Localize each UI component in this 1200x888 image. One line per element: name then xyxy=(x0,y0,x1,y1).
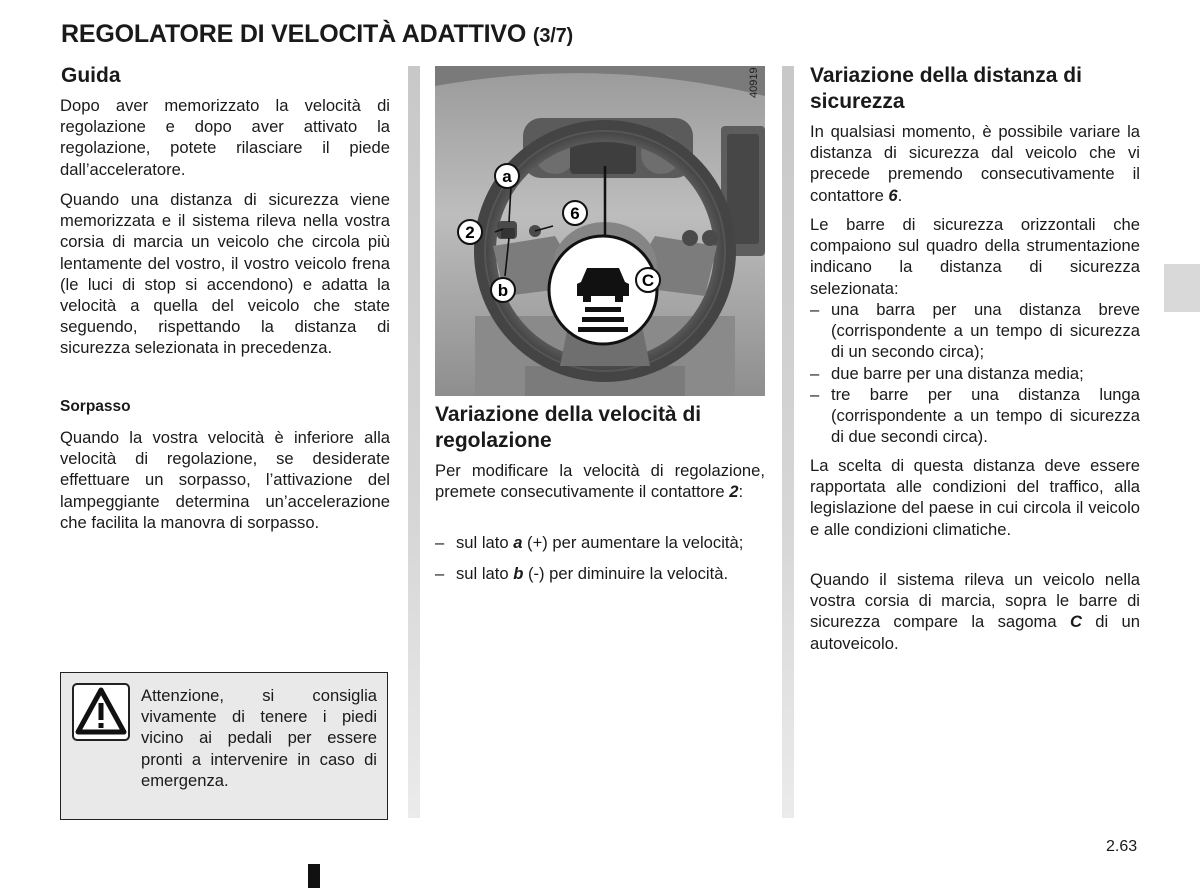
callout-b xyxy=(491,278,515,302)
callout-a xyxy=(495,164,519,188)
page-title xyxy=(61,20,573,49)
chapter-tab xyxy=(1164,264,1200,312)
paragraph-distanza-1: In qualsiasi momento, è possibile variare la distanza di sicurezza dal veicolo che vi precede premendo consecutivamente il contattore 6. xyxy=(810,122,1140,205)
section-heading-guida: Guida xyxy=(61,64,121,87)
paragraph-guida-2: Quando una distanza di sicurezza viene memorizzata e il sistema rileva nella vostra corsia di marcia un veicolo che circola più lentamente del vostro, il vostro veicolo frena (le luci di stop si accendono) e adatta la velocità a quella del veicolo che state seguendo, rispettando la distanza di sicurezza selezionata in precedenza. xyxy=(60,190,390,358)
print-mark xyxy=(308,864,320,888)
paragraph-distanza-3: La scelta di questa distanza deve essere rapportata alle condizioni del traffico, alla legislazione del paese in cui circola il veicolo e alle condizioni climatiche. xyxy=(810,456,1140,539)
warning-text: Attenzione, si consiglia vivamente di tenere i piedi vicino ai pedali per essere pronti a intervenire in caso di emergenza. xyxy=(141,686,377,790)
paragraph-velocita: Per modificare la velocità di regolazione, premete consecutivamente il contattore 2: xyxy=(435,461,765,502)
steering-wheel-figure xyxy=(435,66,765,396)
velocita-list xyxy=(435,532,765,584)
column-separator xyxy=(782,66,794,818)
section-heading-distanza: Variazione della distanza di sicurezza xyxy=(810,64,1082,113)
distanza-list xyxy=(810,299,1140,447)
svg-text:a: a xyxy=(502,167,512,186)
list-item: – tre barre per una distanza lunga (corrispondente a un tempo di sicurezza di due secondi circa). xyxy=(810,384,1140,448)
list-item: – due barre per una distanza media; xyxy=(810,363,1140,384)
sub-heading-sorpasso: Sorpasso xyxy=(60,398,131,415)
title-part: (3/7) xyxy=(532,25,573,47)
page-number: 2.63 xyxy=(1106,838,1138,855)
paragraph-distanza-2: Le barre di sicurezza orizzontali che compaiono sul quadro della strumentazione indicano la distanza di sicurezza selezionata: xyxy=(810,215,1140,298)
warning-box xyxy=(60,672,388,820)
callout-6 xyxy=(563,201,587,225)
paragraph-sorpasso: Quando la vostra velocità è inferiore alla velocità di regolazione, se desiderate effettuare un sorpasso, l’attivazione del lampeggiante determina un’accelerazione che facilita la manovra di sorpasso. xyxy=(60,428,390,532)
svg-text:b: b xyxy=(497,281,509,300)
column-separator xyxy=(408,66,420,818)
section-heading-velocita: Variazione della velocità di regolazione xyxy=(435,403,702,452)
list-item: – sul lato b (-) per diminuire la velocità. xyxy=(435,563,765,584)
paragraph-guida-1: Dopo aver memorizzato la velocità di regolazione e dopo aver attivato la regolazione, potete rilasciare il piede dall’acceleratore. xyxy=(60,96,390,179)
callout-c xyxy=(636,268,660,292)
title-text: REGOLATORE DI VELOCITÀ ADATTIVO xyxy=(61,20,527,48)
svg-text:C: C xyxy=(641,271,655,290)
list-item: – una barra per una distanza breve (corrispondente a un tempo di sicurezza di un secondo circa); xyxy=(810,299,1140,363)
callout-2 xyxy=(458,220,482,244)
list-item: – sul lato a (+) per aumentare la velocità; xyxy=(435,532,765,553)
svg-text:6: 6 xyxy=(570,204,580,223)
figure-ref-number: 40919 xyxy=(748,67,760,98)
paragraph-distanza-4: Quando il sistema rileva un veicolo nella vostra corsia di marcia, sopra le barre di sicurezza compare la sagoma C di un autoveicolo. xyxy=(810,570,1141,653)
svg-text:2: 2 xyxy=(465,223,475,242)
